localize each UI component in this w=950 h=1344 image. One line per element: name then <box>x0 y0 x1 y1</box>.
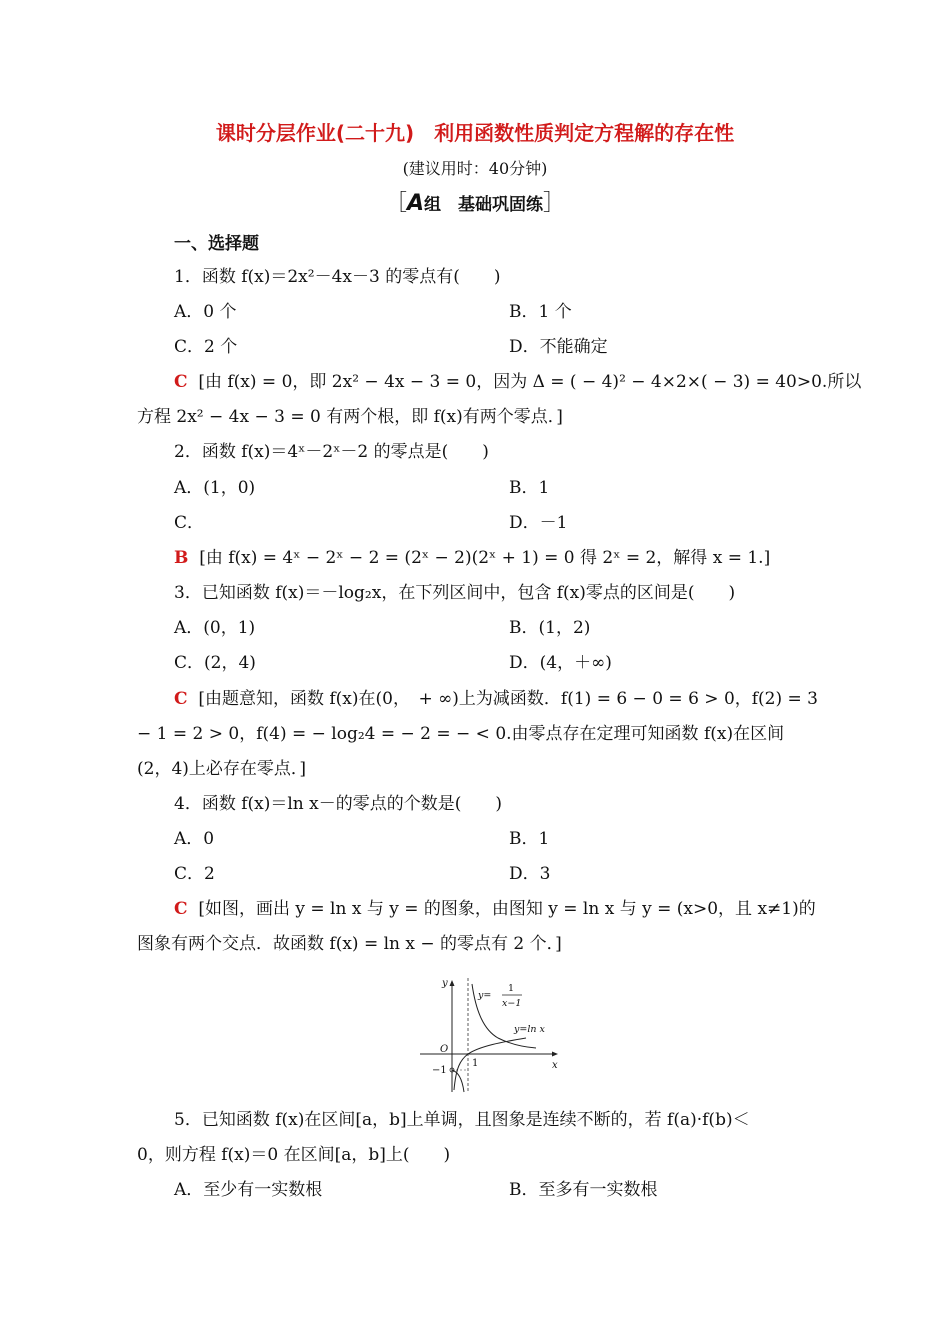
group-bracket-right: ］ <box>543 191 566 216</box>
curve1-label-den: x−1 <box>502 998 522 1009</box>
q2-solution-line1: [由 f(x) = 4ˣ − 2ˣ − 2 = (2ˣ − 2)(2ˣ + 1) = 0 得 2ˣ = 2，解得 x = 1.] <box>199 548 771 568</box>
q2-option-c: C． <box>174 513 205 533</box>
q3-solution-line1: [由题意知，函数 f(x)在(0， + ∞)上为减函数．f(1) = 6 − 0 = 6 > 0，f(2) = 3 <box>198 689 818 709</box>
curve1-label-prefix: y= <box>478 990 492 1001</box>
q5-stem-line2: 0，则方程 f(x)＝0 在区间[a，b]上( ) <box>137 1145 451 1165</box>
q1-solution-line1: [由 f(x) = 0，即 2x² − 4x − 3 = 0，因为 Δ = ( − 4)² − 4×2×( − 3) = 40>0.所以 <box>198 372 862 392</box>
q4-solution <box>174 898 816 920</box>
q4-option-b: B．1 <box>509 829 550 849</box>
q3-option-a: A．(0，1) <box>174 618 256 638</box>
q2-answer: B <box>174 548 189 568</box>
q2-option-b: B．1 <box>509 478 550 498</box>
q3-solution-line3: (2，4)上必存在零点．] <box>137 759 307 779</box>
q2-stem: 2．函数 f(x)＝4ˣ－2ˣ－2 的零点是( ) <box>174 442 489 462</box>
group-letter: A <box>406 191 425 216</box>
q1-option-c: C．2 个 <box>174 337 238 357</box>
q3-solution <box>174 688 818 710</box>
x-axis-arrow <box>552 1052 558 1057</box>
q3-option-c: C．(2，4) <box>174 653 256 673</box>
tick-1-label: 1 <box>472 1058 479 1069</box>
q4-answer: C <box>174 899 188 919</box>
q1-option-a: A．0 个 <box>174 302 237 322</box>
section-heading: 一、选择题 <box>174 234 259 254</box>
q1-solution-line2: 方程 2x² − 4x − 3 = 0 有两个根，即 f(x)有两个零点．] <box>137 407 563 427</box>
q4-option-c: C．2 <box>174 864 215 884</box>
q1-option-d: D．不能确定 <box>509 337 608 357</box>
q4-stem: 4．函数 f(x)＝ln x－的零点的个数是( ) <box>174 794 503 814</box>
origin-label: O <box>440 1044 449 1055</box>
q2-option-d: D．－1 <box>509 513 568 533</box>
q3-answer: C <box>174 689 188 709</box>
q2-option-a: A．(1，0) <box>174 478 256 498</box>
page-title: 课时分层作业(二十九) 利用函数性质判定方程解的存在性 <box>215 121 735 145</box>
ln-curve <box>454 1038 526 1090</box>
y-axis-label: y <box>442 978 448 989</box>
q2-solution <box>174 547 770 569</box>
graph-svg <box>418 972 563 1097</box>
q1-option-b: B．1 个 <box>509 302 572 322</box>
group-heading <box>0 193 950 216</box>
group-label: 组 基础巩固练 <box>424 195 544 215</box>
q3-stem: 3．已知函数 f(x)＝－log₂x，在下列区间中，包含 f(x)零点的区间是( ) <box>174 583 736 603</box>
function-graph-figure <box>418 972 563 1101</box>
q4-solution-line1: [如图，画出 y = ln x 与 y = 的图象，由图知 y = ln x 与 y = (x>0，且 x≠1)的 <box>198 899 816 919</box>
q3-solution-line2: − 1 = 2 > 0，f(4) = − log₂4 = − 2 = − < 0.由零点存在定理可知函数 f(x)在区间 <box>137 724 785 744</box>
q1-stem: 1．函数 f(x)＝2x²－4x－3 的零点有( ) <box>174 267 501 287</box>
suggested-time: (建议用时：40分钟) <box>402 159 548 178</box>
q4-solution-line2: 图象有两个交点．故函数 f(x) = ln x − 的零点有 2 个．] <box>137 934 562 954</box>
curve2-label: y=ln x <box>514 1024 545 1035</box>
q1-answer: C <box>174 372 188 392</box>
q5-stem-line1: 5．已知函数 f(x)在区间[a，b]上单调，且图象是连续不断的，若 f(a)·f(b)＜ <box>174 1110 750 1130</box>
q5-option-b: B．至多有一实数根 <box>509 1180 658 1200</box>
curve1-label-num: 1 <box>508 983 515 994</box>
q4-option-d: D．3 <box>509 864 551 884</box>
tick-neg1-label: −1 <box>432 1065 447 1076</box>
y-axis-arrow <box>450 980 455 986</box>
x-axis-label: x <box>552 1060 558 1071</box>
q3-option-d: D．(4，＋∞) <box>509 653 612 673</box>
q5-option-a: A．至少有一实数根 <box>174 1180 323 1200</box>
q4-option-a: A．0 <box>174 829 215 849</box>
group-bracket-left: ［ <box>384 191 407 216</box>
q1-solution <box>174 371 861 393</box>
q3-option-b: B．(1，2) <box>509 618 591 638</box>
